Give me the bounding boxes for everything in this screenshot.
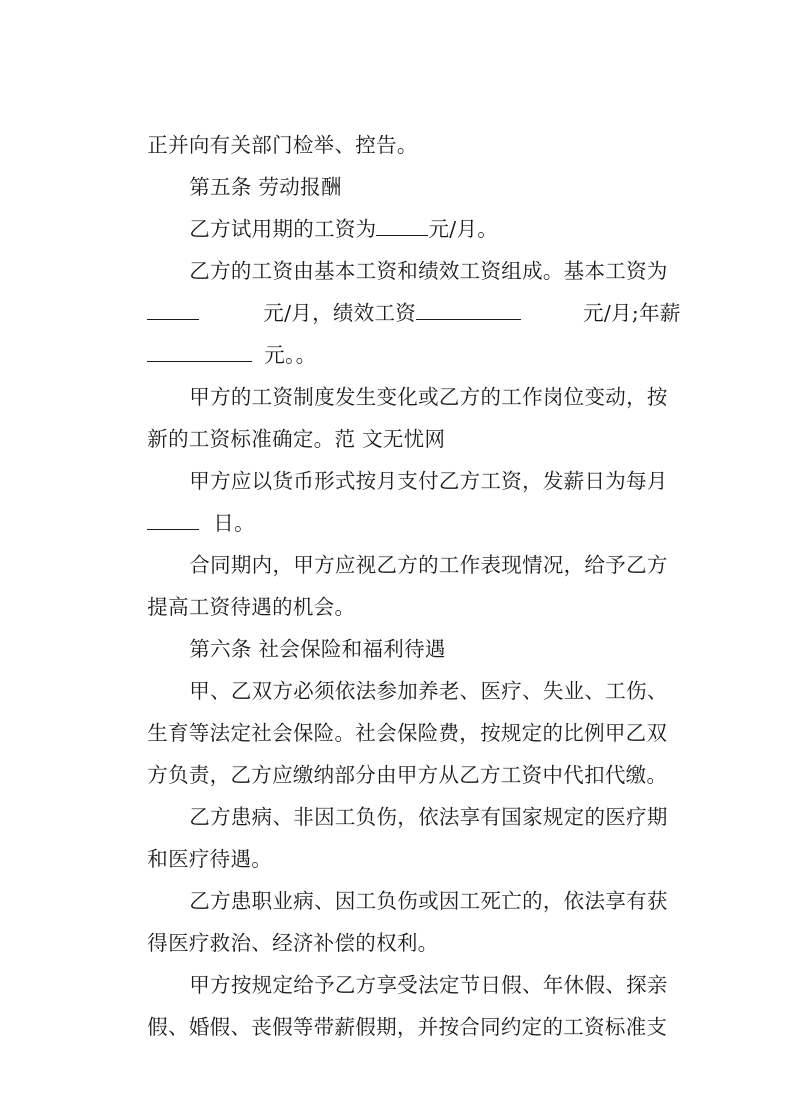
text: 元/月;年薪 bbox=[583, 301, 681, 325]
text: 提高工资待遇的机会。 bbox=[147, 595, 356, 619]
text: 元。。 bbox=[264, 343, 317, 367]
text: 甲、乙双方必须依法参加养老、医疗、失业、工伤、 bbox=[189, 679, 668, 703]
paragraph-line bbox=[120, 985, 667, 1069]
text: 新的工资标准确定。范 文无忧网 bbox=[147, 427, 446, 451]
text: 假、婚假、丧假等带薪假期，并按合同约定的工资标准支 bbox=[147, 1015, 668, 1039]
performance-salary-blank bbox=[416, 299, 521, 320]
text: 合同期内，甲方应视乙方的工作表现情况，给予乙方 bbox=[189, 553, 668, 577]
text: 乙方试用期的工资为 bbox=[189, 217, 377, 241]
text: 第六条 社会保险和福利待遇 bbox=[189, 637, 446, 661]
text: 得医疗救治、经济补偿的权利。 bbox=[147, 931, 439, 955]
text: 和医疗待遇。 bbox=[147, 847, 273, 871]
text: 正并向有关部门检举、控告。 bbox=[147, 133, 418, 157]
text: 方负责，乙方应缴纳部分由甲方从乙方工资中代扣代缴。 bbox=[147, 763, 668, 787]
text: 乙方患病、非因工负伤，依法享有国家规定的医疗期 bbox=[189, 805, 668, 829]
text: 元/月。 bbox=[428, 217, 499, 241]
text: 乙方的工资由基本工资和绩效工资组成。基本工资为 bbox=[189, 259, 668, 283]
text: 第五条 劳动报酬 bbox=[189, 175, 342, 199]
text: 乙方患职业病、因工负伤或因工死亡的，依法享有获 bbox=[189, 889, 668, 913]
text: 甲方的工资制度发生变化或乙方的工作岗位变动，按 bbox=[189, 385, 668, 409]
text: 元/月，绩效工资 bbox=[263, 301, 417, 325]
text: 日。 bbox=[213, 511, 255, 535]
text: 甲方按规定给予乙方享受法定节日假、年休假、探亲 bbox=[189, 973, 668, 997]
text: 甲方应以货币形式按月支付乙方工资，发薪日为每月 bbox=[189, 469, 668, 493]
text: 生育等法定社会保险。社会保险费，按规定的比例甲乙双 bbox=[147, 721, 668, 745]
